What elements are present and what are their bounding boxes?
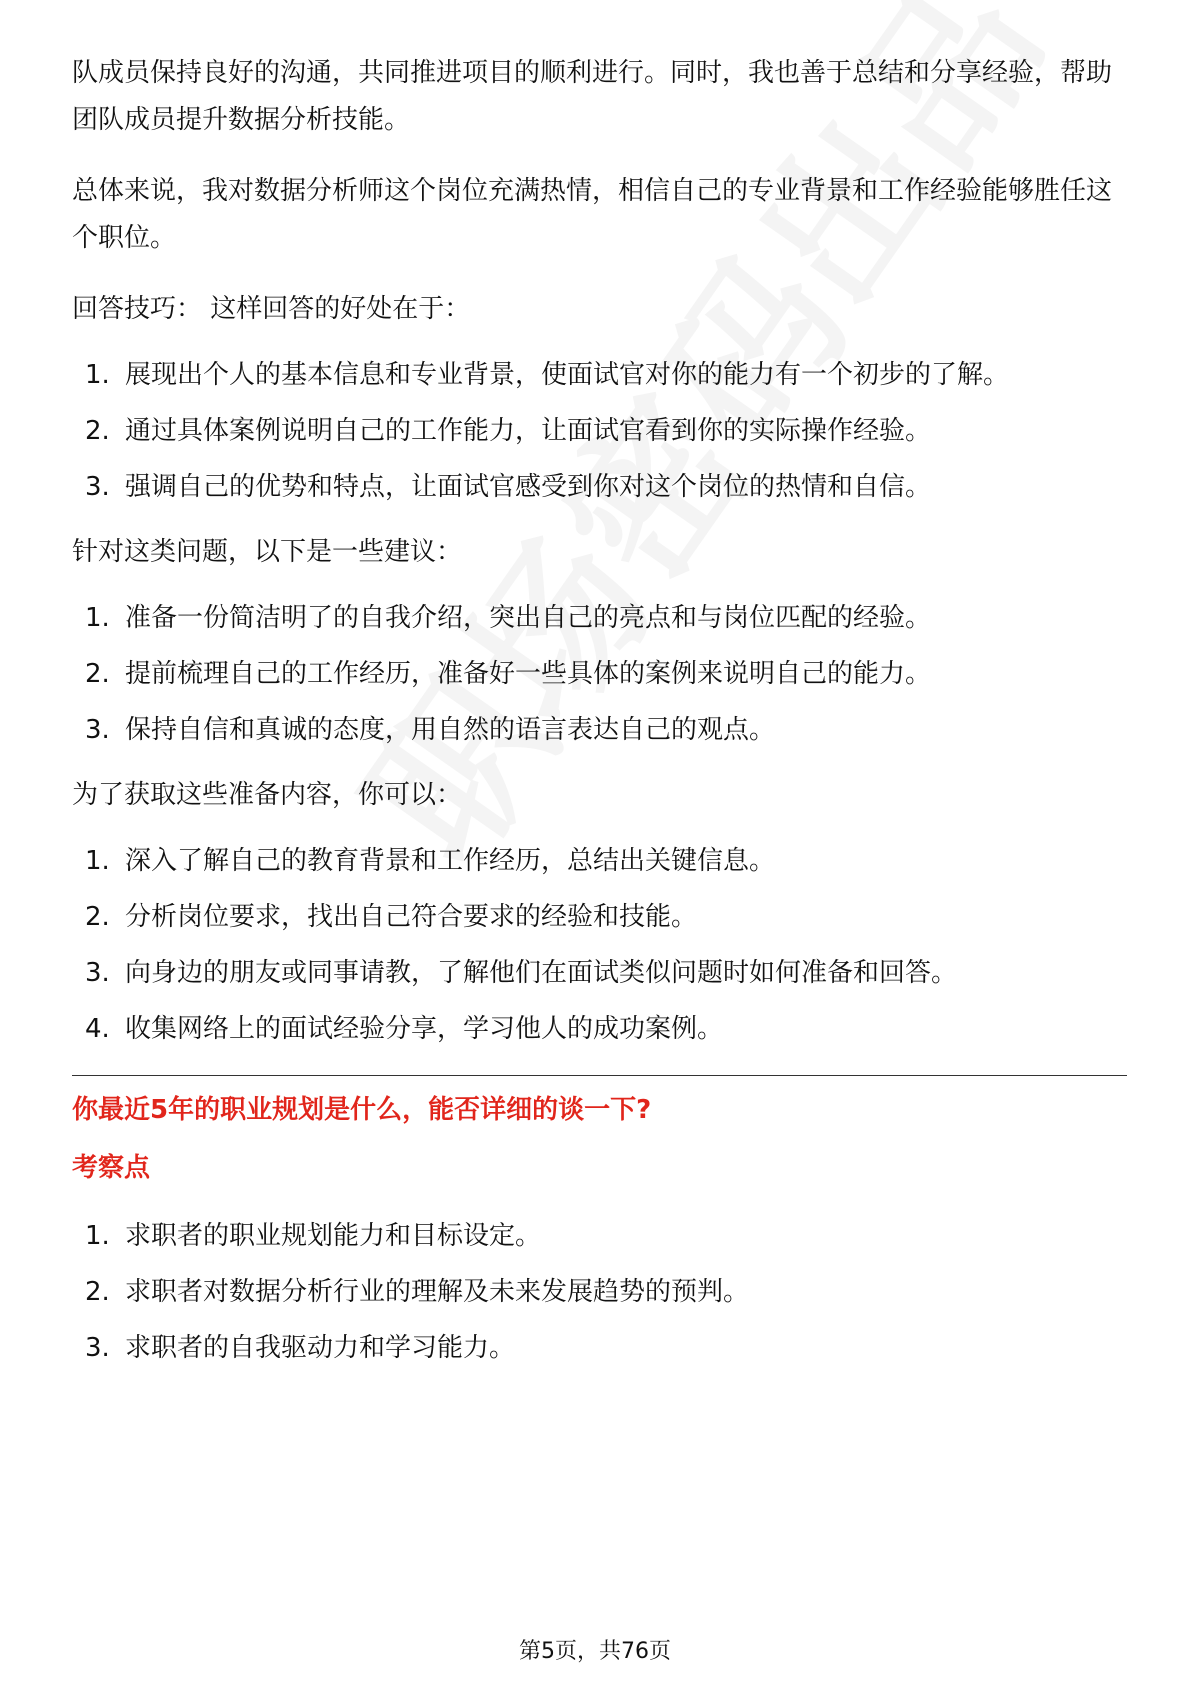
list-item: 3. 强调自己的优势和特点，让面试官感受到你对这个岗位的热情和自信。 <box>85 472 932 502</box>
section-divider <box>72 1075 1127 1076</box>
document-page <box>72 50 1127 1390</box>
page-number: 第5页，共76页 <box>519 1639 671 1664</box>
list-item: 4. 收集网络上的面试经验分享，学习他人的成功案例。 <box>85 1014 724 1044</box>
list-item: 1. 深入了解自己的教育背景和工作经历，总结出关键信息。 <box>85 846 776 876</box>
list-item-text: 分析岗位要求，找出自己符合要求的经验和技能。 <box>125 902 698 932</box>
advice-list <box>72 600 1127 748</box>
points-heading: 考察点 <box>72 1153 151 1183</box>
list-item: 2. 求职者对数据分析行业的理解及未来发展趋势的预判。 <box>85 1277 750 1307</box>
advice-heading: 针对这类问题，以下是一些建议： <box>72 537 463 567</box>
list-item: 1. 准备一份简洁明了的自我介绍，突出自己的亮点和与岗位匹配的经验。 <box>85 603 932 633</box>
points-list <box>72 1218 1127 1366</box>
list-item: 2. 分析岗位要求，找出自己符合要求的经验和技能。 <box>85 902 698 932</box>
list-item: 3. 保持自信和真诚的态度，用自然的语言表达自己的观点。 <box>85 715 776 745</box>
list-item: 2. 通过具体案例说明自己的工作能力，让面试官看到你的实际操作经验。 <box>85 416 932 446</box>
prep-heading: 为了获取这些准备内容，你可以： <box>72 780 463 810</box>
list-item-text: 强调自己的优势和特点，让面试官感受到你对这个岗位的热情和自信。 <box>125 472 932 502</box>
list-item-text: 求职者的自我驱动力和学习能力。 <box>125 1333 516 1363</box>
list-item: 3. 向身边的朋友或同事请教，了解他们在面试类似问题时如何准备和回答。 <box>85 958 958 988</box>
list-item: 1. 求职者的职业规划能力和目标设定。 <box>85 1221 542 1251</box>
tips-heading: 回答技巧： 这样回答的好处在于： <box>72 294 471 324</box>
intro-paragraph-2: 总体来说，我对数据分析师这个岗位充满热情，相信自己的专业背景和工作经验能够胜任这个职位。 <box>72 176 1113 253</box>
prep-list <box>72 843 1127 1047</box>
list-item-text: 保持自信和真诚的态度，用自然的语言表达自己的观点。 <box>125 715 776 745</box>
tips-list <box>72 357 1127 505</box>
list-item: 2. 提前梳理自己的工作经历，准备好一些具体的案例来说明自己的能力。 <box>85 659 932 689</box>
list-item-text: 准备一份简洁明了的自我介绍，突出自己的亮点和与岗位匹配的经验。 <box>125 603 932 633</box>
question-title: 你最近5年的职业规划是什么，能否详细的谈一下? <box>72 1095 652 1125</box>
list-item: 3. 求职者的自我驱动力和学习能力。 <box>85 1333 516 1363</box>
list-item-text: 展现出个人的基本信息和专业背景，使面试官对你的能力有一个初步的了解。 <box>125 360 1010 390</box>
list-item-text: 向身边的朋友或同事请教，了解他们在面试类似问题时如何准备和回答。 <box>125 958 958 988</box>
intro-paragraph-1: 队成员保持良好的沟通，共同推进项目的顺利进行。同时，我也善于总结和分享经验，帮助团队成员提升数据分析技能。 <box>72 58 1113 135</box>
list-item-text: 求职者对数据分析行业的理解及未来发展趋势的预判。 <box>125 1277 750 1307</box>
list-item-text: 收集网络上的面试经验分享，学习他人的成功案例。 <box>125 1014 724 1044</box>
list-item-text: 求职者的职业规划能力和目标设定。 <box>125 1221 542 1251</box>
list-item-text: 提前梳理自己的工作经历，准备好一些具体的案例来说明自己的能力。 <box>125 659 932 689</box>
list-item-text: 通过具体案例说明自己的工作能力，让面试官看到你的实际操作经验。 <box>125 416 932 446</box>
list-item-text: 深入了解自己的教育背景和工作经历，总结出关键信息。 <box>125 846 776 876</box>
list-item: 1. 展现出个人的基本信息和专业背景，使面试官对你的能力有一个初步的了解。 <box>85 360 1010 390</box>
